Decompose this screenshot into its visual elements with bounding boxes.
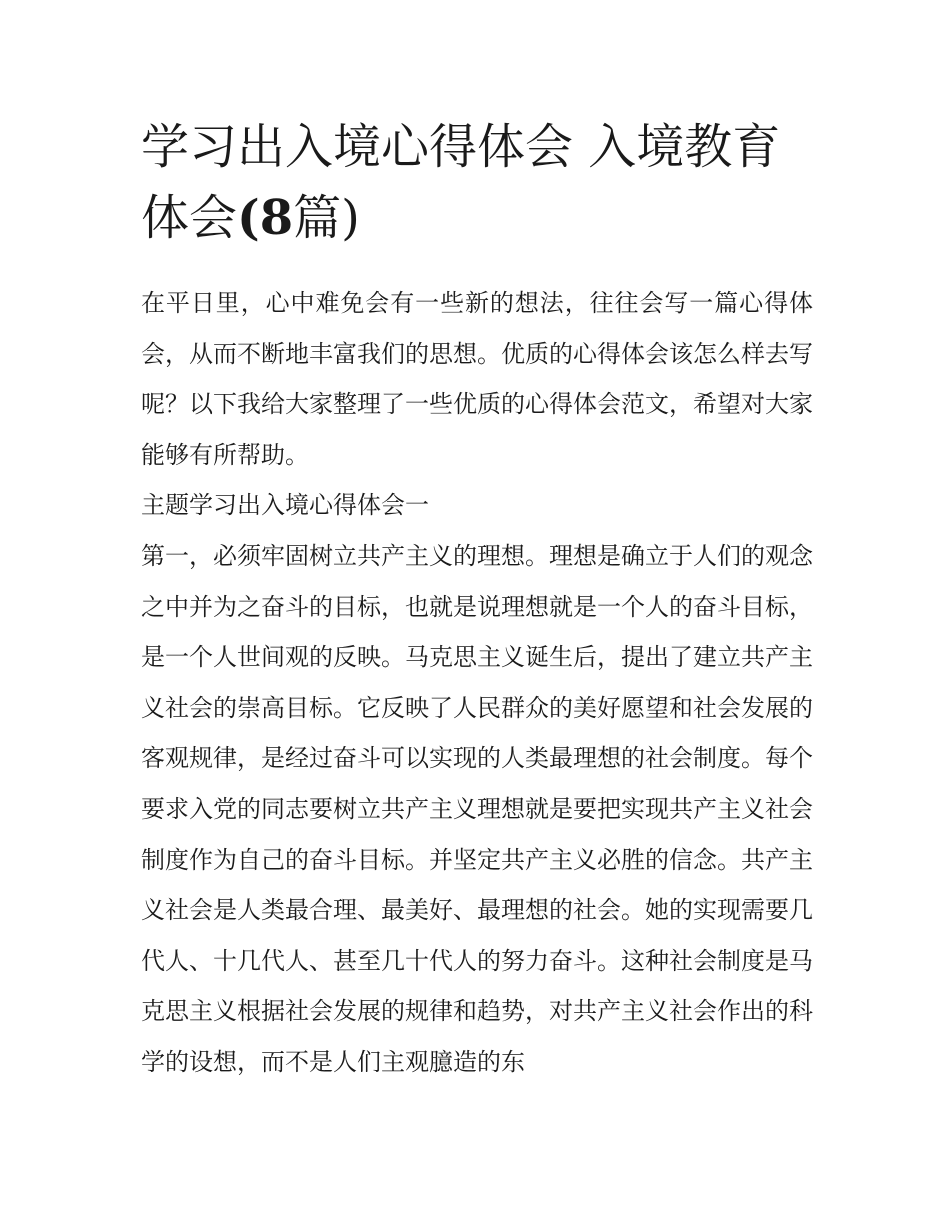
title-count: (8 bbox=[237, 190, 294, 246]
document-content bbox=[141, 112, 813, 1088]
title-text: 学习出入境心得体会 入境教育体会 bbox=[141, 119, 781, 246]
section-heading: 主题学习出入境心得体会一 bbox=[141, 491, 429, 520]
intro-paragraph: 在平日里，心中难免会有一些新的想法，往往会写一篇心得体会，从而不断地丰富我们的思想。优质的心得体会该怎么样去写呢？以下我给大家整理了一些优质的心得体会范文，希望对大家能够有所帮助。 bbox=[141, 289, 813, 469]
section-paragraph: 第一，必须牢固树立共产主义的理想。理想是确立于人们的观念之中并为之奋斗的目标，也就是说理想就是一个人的奋斗目标，是一个人世间观的反映。马克思主义诞生后，提出了建立共产主义社会的崇高目标。它反映了人民群众的美好愿望和社会发展的客观规律，是经过奋斗可以实现的人类最理想的社会制度。每个要求入党的同志要树立共产主义理想就是要把实现共产主义社会制度作为自己的奋斗目标。并坚定共产主义必胜的信念。共产主义社会是人类最合理、最美好、最理想的社会。她的实现需要几代人、十几代人、甚至几十代人的努力奋斗。这种社会制度是马克思主义根据社会发展的规律和趋势，对共产主义社会作出的科学的设想，而不是人们主观臆造的东 bbox=[141, 541, 813, 1076]
document-title bbox=[141, 112, 813, 254]
title-suffix: 篇) bbox=[293, 190, 360, 246]
document-body bbox=[141, 278, 813, 1088]
